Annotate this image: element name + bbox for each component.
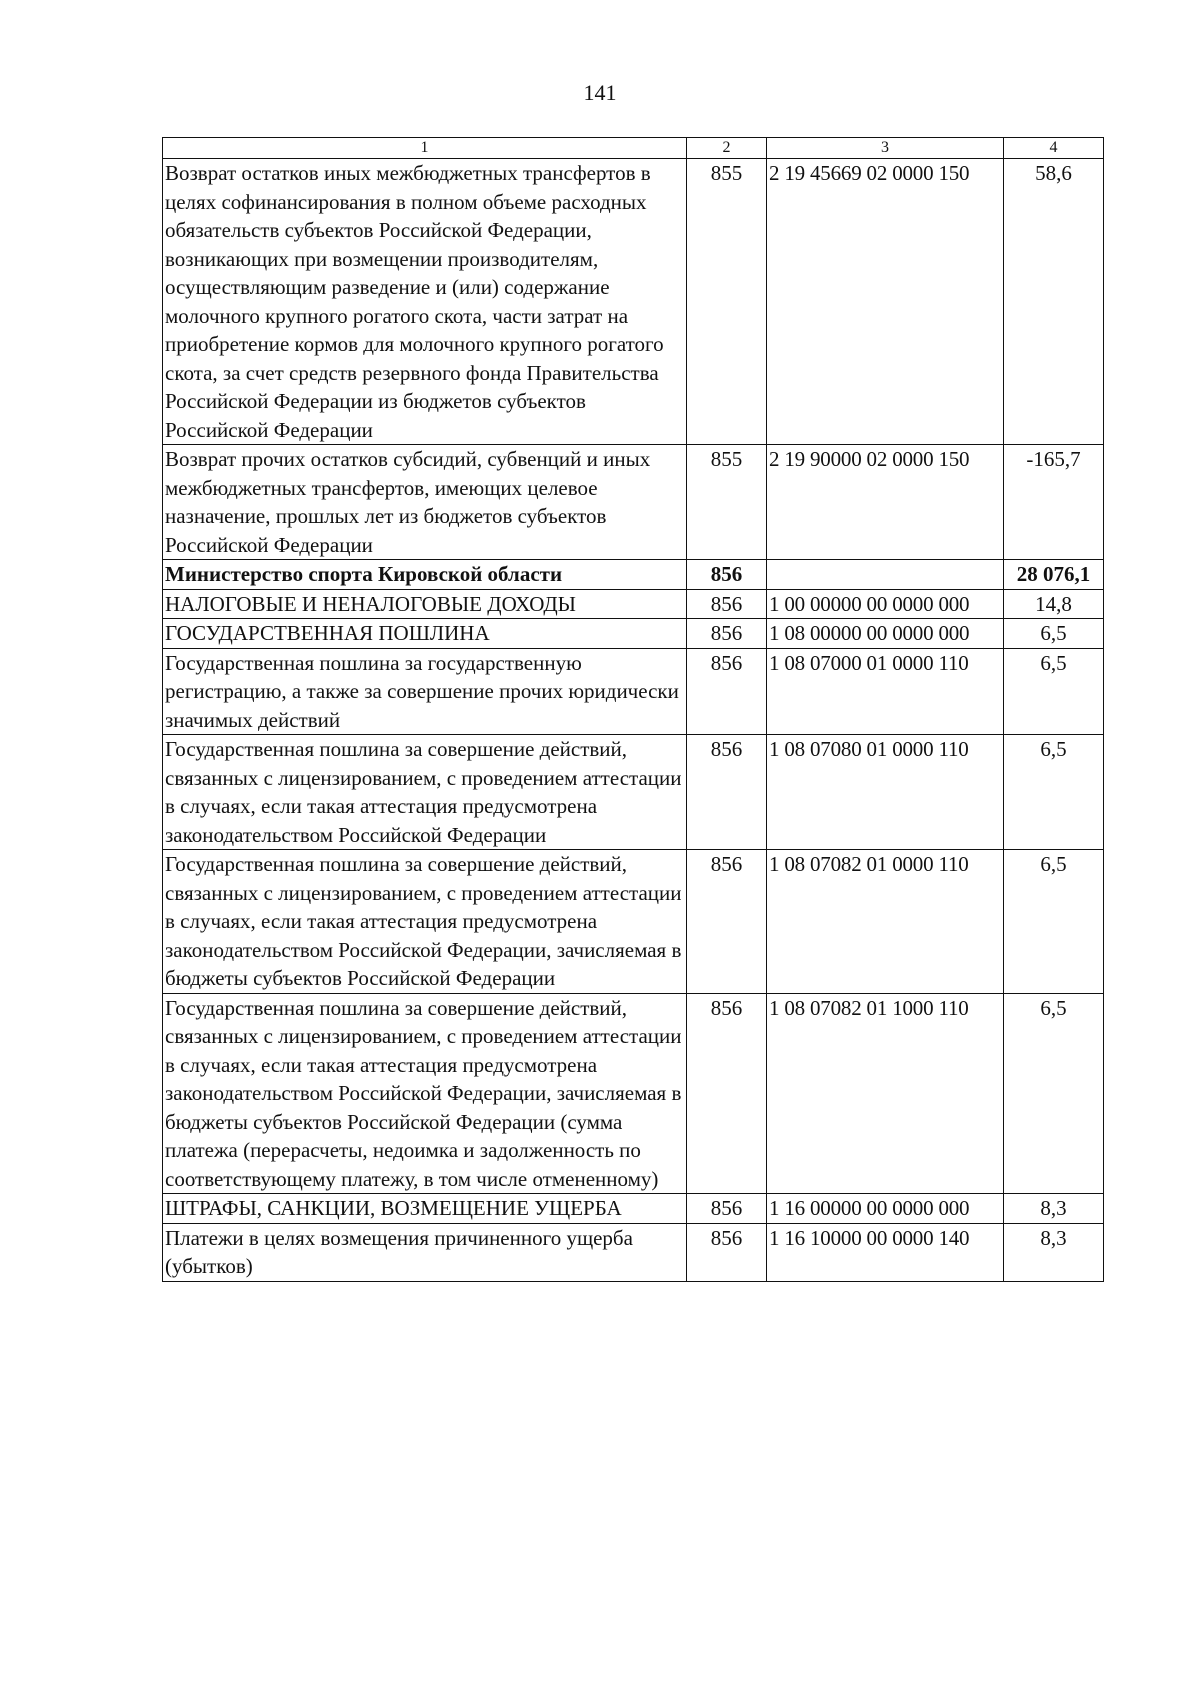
row-revenue-code-cell: 1 16 10000 00 0000 140 bbox=[767, 1223, 1004, 1281]
row-amount-cell: 14,8 bbox=[1004, 589, 1104, 619]
row-name-cell: Государственная пошлина за государственную регистрацию, а также за совершение прочих юридически значимых действий bbox=[163, 648, 687, 735]
row-amount-cell: 58,6 bbox=[1004, 159, 1104, 445]
row-amount-cell: 6,5 bbox=[1004, 619, 1104, 649]
row-revenue-code-cell: 1 00 00000 00 0000 000 bbox=[767, 589, 1004, 619]
row-amount-cell: 8,3 bbox=[1004, 1223, 1104, 1281]
header-row bbox=[163, 138, 1104, 159]
row-name-cell: Платежи в целях возмещения причиненного ущерба (убытков) bbox=[163, 1223, 687, 1281]
row-revenue-code-cell: 1 08 07082 01 1000 110 bbox=[767, 993, 1004, 1194]
column-header-3: 3 bbox=[767, 138, 1004, 159]
row-amount-cell: 6,5 bbox=[1004, 850, 1104, 994]
row-admin-code-cell: 856 bbox=[687, 850, 767, 994]
column-header-4: 4 bbox=[1004, 138, 1104, 159]
row-revenue-code-cell: 1 08 07080 01 0000 110 bbox=[767, 735, 1004, 850]
table-row bbox=[163, 445, 1104, 560]
table-row bbox=[163, 560, 1104, 590]
row-amount-cell: -165,7 bbox=[1004, 445, 1104, 560]
row-name-cell: Государственная пошлина за совершение действий, связанных с лицензированием, с проведением аттестации в случаях, если такая аттестация предусмотрена законодательством Российской Федерации, зачисляемая в бюджеты субъектов Российской Федерации bbox=[163, 850, 687, 994]
row-name-cell: Министерство спорта Кировской области bbox=[163, 560, 687, 590]
row-name-cell: Государственная пошлина за совершение действий, связанных с лицензированием, с проведением аттестации в случаях, если такая аттестация предусмотрена законодательством Российской Федерации, зачисляемая в бюджеты субъектов Российской Федерации (сумма платежа (перерасчеты, недоимка и задолженность по соответствующему платежу, в том числе отмененному) bbox=[163, 993, 687, 1194]
row-admin-code-cell: 856 bbox=[687, 560, 767, 590]
column-header-2: 2 bbox=[687, 138, 767, 159]
table-row bbox=[163, 648, 1104, 735]
row-amount-cell: 6,5 bbox=[1004, 648, 1104, 735]
row-revenue-code-cell: 1 08 00000 00 0000 000 bbox=[767, 619, 1004, 649]
table-row bbox=[163, 619, 1104, 649]
row-revenue-code-cell: 1 08 07082 01 0000 110 bbox=[767, 850, 1004, 994]
row-admin-code-cell: 855 bbox=[687, 159, 767, 445]
table-row bbox=[163, 1194, 1104, 1224]
row-name-cell: Возврат прочих остатков субсидий, субвенций и иных межбюджетных трансфертов, имеющих целевое назначение, прошлых лет из бюджетов субъектов Российской Федерации bbox=[163, 445, 687, 560]
row-name-cell: Государственная пошлина за совершение действий, связанных с лицензированием, с проведением аттестации в случаях, если такая аттестация предусмотрена законодательством Российской Федерации bbox=[163, 735, 687, 850]
row-admin-code-cell: 856 bbox=[687, 589, 767, 619]
column-header-1: 1 bbox=[163, 138, 687, 159]
row-revenue-code-cell: 2 19 45669 02 0000 150 bbox=[767, 159, 1004, 445]
row-admin-code-cell: 856 bbox=[687, 1194, 767, 1224]
table-row bbox=[163, 735, 1104, 850]
row-name-cell: Возврат остатков иных межбюджетных трансфертов в целях софинансирования в полном объеме расходных обязательств субъектов Российской Федерации, возникающих при возмещении производителям, осуществляющим разведение и (или) содержание молочного крупного рогатого скота, части затрат на приобретение кормов для молочного крупного рогатого скота, за счет средств резервного фонда Правительства Российской Федерации из бюджетов субъектов Российской Федерации bbox=[163, 159, 687, 445]
row-admin-code-cell: 856 bbox=[687, 993, 767, 1194]
table-row bbox=[163, 159, 1104, 445]
row-name-cell: ШТРАФЫ, САНКЦИИ, ВОЗМЕЩЕНИЕ УЩЕРБА bbox=[163, 1194, 687, 1224]
table-row bbox=[163, 993, 1104, 1194]
row-admin-code-cell: 855 bbox=[687, 445, 767, 560]
row-revenue-code-cell: 1 16 00000 00 0000 000 bbox=[767, 1194, 1004, 1224]
revenue-table bbox=[162, 137, 1104, 1282]
row-revenue-code-cell: 1 08 07000 01 0000 110 bbox=[767, 648, 1004, 735]
row-admin-code-cell: 856 bbox=[687, 1223, 767, 1281]
row-admin-code-cell: 856 bbox=[687, 735, 767, 850]
row-admin-code-cell: 856 bbox=[687, 619, 767, 649]
table-body bbox=[163, 159, 1104, 1282]
table-row bbox=[163, 589, 1104, 619]
row-admin-code-cell: 856 bbox=[687, 648, 767, 735]
row-amount-cell: 8,3 bbox=[1004, 1194, 1104, 1224]
row-amount-cell: 6,5 bbox=[1004, 993, 1104, 1194]
row-revenue-code-cell: 2 19 90000 02 0000 150 bbox=[767, 445, 1004, 560]
row-amount-cell: 6,5 bbox=[1004, 735, 1104, 850]
table-row bbox=[163, 1223, 1104, 1281]
row-name-cell: НАЛОГОВЫЕ И НЕНАЛОГОВЫЕ ДОХОДЫ bbox=[163, 589, 687, 619]
row-amount-cell: 28 076,1 bbox=[1004, 560, 1104, 590]
row-revenue-code-cell bbox=[767, 560, 1004, 590]
table-row bbox=[163, 850, 1104, 994]
table-header bbox=[163, 138, 1104, 159]
page-number: 141 bbox=[583, 80, 617, 105]
row-name-cell: ГОСУДАРСТВЕННАЯ ПОШЛИНА bbox=[163, 619, 687, 649]
